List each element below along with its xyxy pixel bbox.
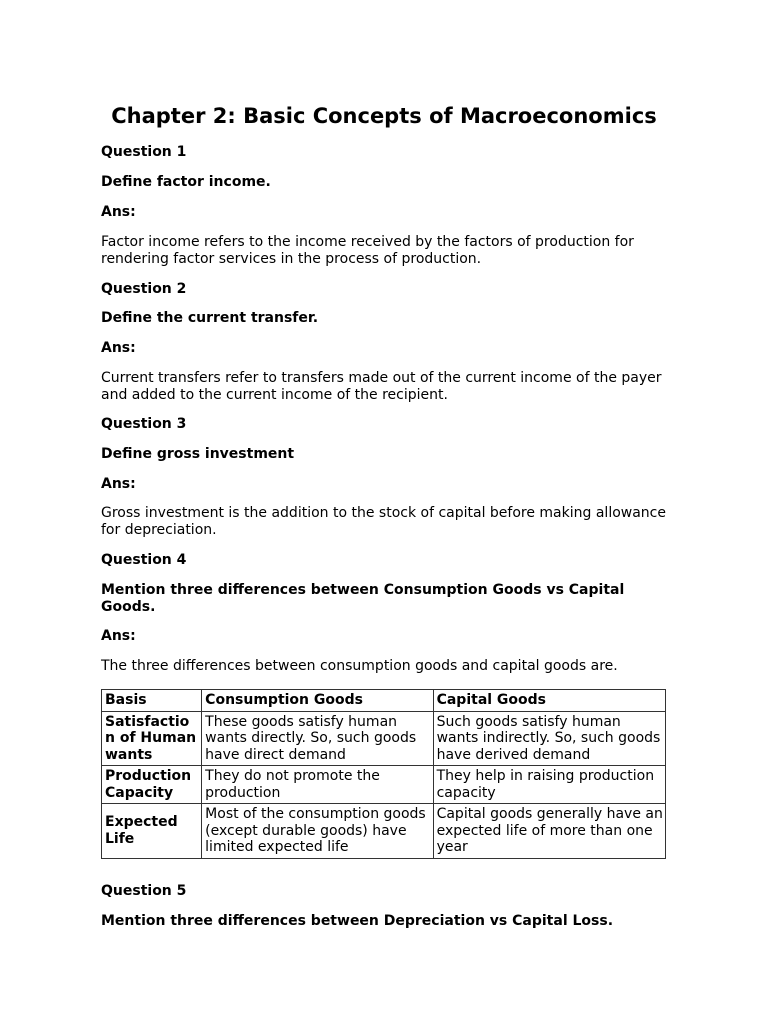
table-header-row xyxy=(102,690,666,712)
table-cell: Capital goods generally have an expected life of more than one year xyxy=(433,804,665,859)
question-1-label: Question 1 xyxy=(101,144,187,160)
question-4-prompt: Mention three differences between Consumption Goods vs Capital Goods. xyxy=(101,582,625,615)
table-header-cell: Basis xyxy=(102,690,202,712)
table-row-basis: Production Capacity xyxy=(102,766,202,804)
table-row xyxy=(102,804,666,859)
table-row-basis: Satisfaction of Human wants xyxy=(102,711,202,766)
question-3-prompt: Define gross investment xyxy=(101,446,295,462)
question-1-answer: Factor income refers to the income received by the factors of production for rendering factor services in the process of production. xyxy=(101,234,634,267)
table-cell: Most of the consumption goods (except durable goods) have limited expected life xyxy=(202,804,433,859)
chapter-title: Chapter 2: Basic Concepts of Macroeconomics xyxy=(111,104,657,128)
table-header-cell: Consumption Goods xyxy=(202,690,433,712)
question-5-prompt: Mention three differences between Depreciation vs Capital Loss. xyxy=(101,913,614,929)
table-row xyxy=(102,711,666,766)
question-3-label: Question 3 xyxy=(101,416,187,432)
table-cell: They help in raising production capacity xyxy=(433,766,665,804)
question-2-label: Question 2 xyxy=(101,281,187,297)
table-header-cell: Capital Goods xyxy=(433,690,665,712)
question-4-ans-label: Ans: xyxy=(101,628,136,644)
question-5-label: Question 5 xyxy=(101,883,187,899)
question-2-ans-label: Ans: xyxy=(101,340,136,356)
question-3-ans-label: Ans: xyxy=(101,476,136,492)
question-1-prompt: Define factor income. xyxy=(101,174,271,190)
question-4-label: Question 4 xyxy=(101,552,187,568)
question-4-answer: The three differences between consumption goods and capital goods are. xyxy=(101,658,618,674)
table-cell: They do not promote the production xyxy=(202,766,433,804)
question-2-answer: Current transfers refer to transfers made out of the current income of the payer and added to the current income of the recipient. xyxy=(101,370,662,403)
table-cell: These goods satisfy human wants directly. So, such goods have direct demand xyxy=(202,711,433,766)
question-3-answer: Gross investment is the addition to the stock of capital before making allowance for depreciation. xyxy=(101,505,666,538)
table-row xyxy=(102,766,666,804)
table-cell: Such goods satisfy human wants indirectly. So, such goods have derived demand xyxy=(433,711,665,766)
comparison-table xyxy=(101,689,666,859)
question-1-ans-label: Ans: xyxy=(101,204,136,220)
table-row-basis: Expected Life xyxy=(102,804,202,859)
question-2-prompt: Define the current transfer. xyxy=(101,310,319,326)
